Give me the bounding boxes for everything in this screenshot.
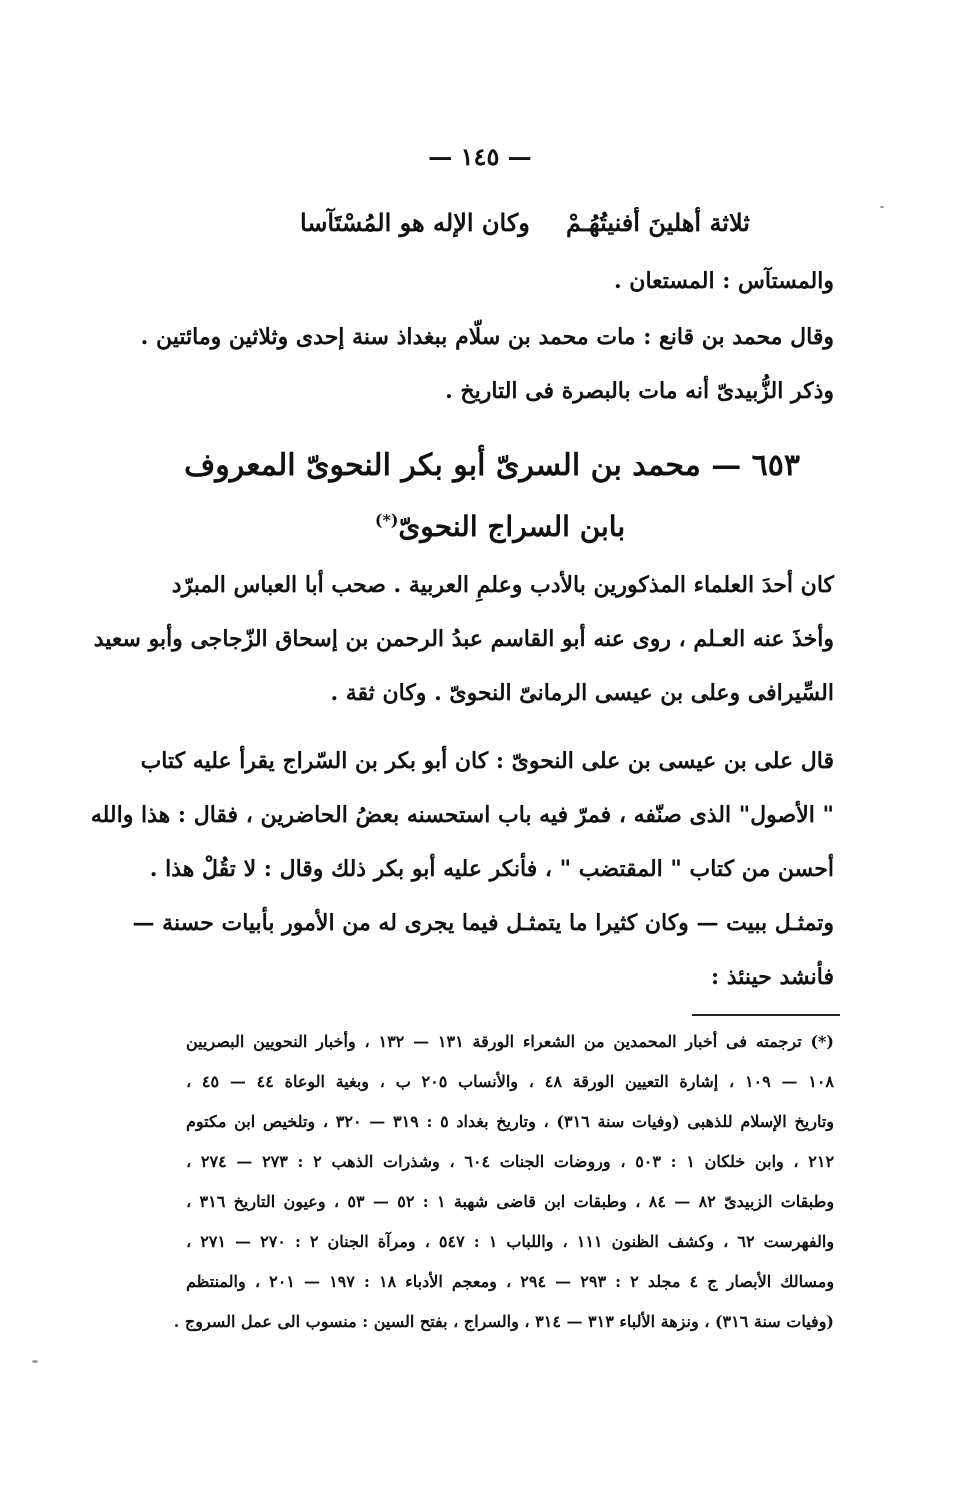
scan-speck (880, 206, 884, 208)
verse-second-hemistich: وكان الإله هو المُسْتَآسا (300, 208, 530, 237)
footnote-line: وطبقات الزبيدىّ ٨٢ — ٨٤ ، وطبقات ابن قاضى شهبة ١ : ٥٢ — ٥٣ ، وعيون التاريخ ٣١٦ ، (186, 1192, 835, 1211)
footnote-line: (*) ترجمته فى أخبار المحمدين من الشعراء الورقة ١٣١ — ١٣٢ ، وأخبار النحويين البصريين (186, 1032, 834, 1051)
entry-title: ٦٥٣ — محمد بن السرىّ أبو بكر النحوىّ المعروف (184, 448, 800, 483)
footnote-line: ١٠٨ — ١٠٩ ، إشارة التعيين الورقة ٤٨ ، والأنساب ٢٠٥ ب ، وبغية الوعاة ٤٤ — ٤٥ ، (186, 1072, 835, 1091)
paragraph-line: قال على بن عيسى بن على النحوىّ : كان أبو بكر بن السّراج يقرأ عليه كتاب (140, 748, 834, 774)
footnote-line: ٢١٢ ، وابن خلكان ١ : ٥٠٣ ، وروضات الجنات ٦٠٤ ، وشذرات الذهب ٢ : ٢٧٣ — ٢٧٤ ، (186, 1152, 835, 1171)
footnote-line: (وفيات سنة ٣١٦) ، ونزهة الألباء ٣١٣ — ٣١٤ ، والسراج ، بفتح السين : منسوب الى عمل السروج . (173, 1312, 834, 1331)
paragraph-line: وتمثـل ببيت — وكان كثيرا ما يتمثـل فيما يجرى له من الأمور بأبيات حسنة — (132, 910, 834, 936)
entry-title-text: بابن السراج النحوىّ (398, 510, 626, 543)
body-line: وذكر الزُّبيدىّ أنه مات بالبصرة فى التاريخ . (445, 378, 834, 404)
body-line: وقال محمد بن قانع : مات محمد بن سلّام ببغداذ سنة إحدى وثلاثين ومائتين . (140, 324, 834, 350)
footnote-line: والفهرست ٦٢ ، وكشف الظنون ١١١ ، واللباب ١ : ٥٤٧ ، ومرآة الجنان ٢ : ٢٧٠ — ٢٧١ ، (186, 1232, 835, 1251)
gloss-line: والمستآس : المستعان . (613, 268, 834, 294)
entry-title-continued (200, 510, 800, 543)
verse-first-hemistich: ثلاثة أهلينَ أفنيتُهُـمْ (566, 208, 750, 237)
paragraph-line: أحسن من كتاب " المقتضب " ، فأنكر عليه أبو بكر ذلك وقال : لا تقُلْ هذا . (149, 856, 834, 882)
footnote-line: وتاريخ الإسلام للذهبى (وفيات سنة ٣١٦) ، وتاريخ بغداد ٥ : ٣١٩ — ٣٢٠ ، وتلخيص ابن مكتوم (186, 1112, 835, 1131)
paragraph-line: وأخذَ عنه العـلم ، روى عنه أبو القاسم عبدُ الرحمن بن إسحاق الزّجاجى وأبو سعيد (93, 626, 834, 652)
paragraph-line: " الأصول" الذى صنّفه ، فمرّ فيه باب استحسنه بعضُ الحاضرين ، فقال : هذا والله (90, 802, 834, 828)
scan-speck (32, 1360, 38, 1363)
footnote-marker: (*) (374, 510, 399, 530)
paragraph-line: فأنشد حينئذ : (710, 964, 834, 990)
paragraph-line: السِّيرافى وعلى بن عيسى الرمانىّ النحوىّ . وكان ثقة . (330, 680, 834, 706)
page-number: — ١٤٥ — (428, 142, 532, 171)
footnote-separator (692, 1014, 840, 1016)
poem-verse (300, 208, 750, 252)
footnote-line: ومسالك الأبصار ج ٤ مجلد ٢ : ٢٩٣ — ٢٩٤ ، ومعجم الأدباء ١٨ : ١٩٧ — ٢٠١ ، والمنتظم (186, 1272, 835, 1291)
paragraph-line: كان أحدَ العلماء المذكورين بالأدب وعلمِ العربية . صحب أبا العباس المبرّد (171, 572, 834, 598)
